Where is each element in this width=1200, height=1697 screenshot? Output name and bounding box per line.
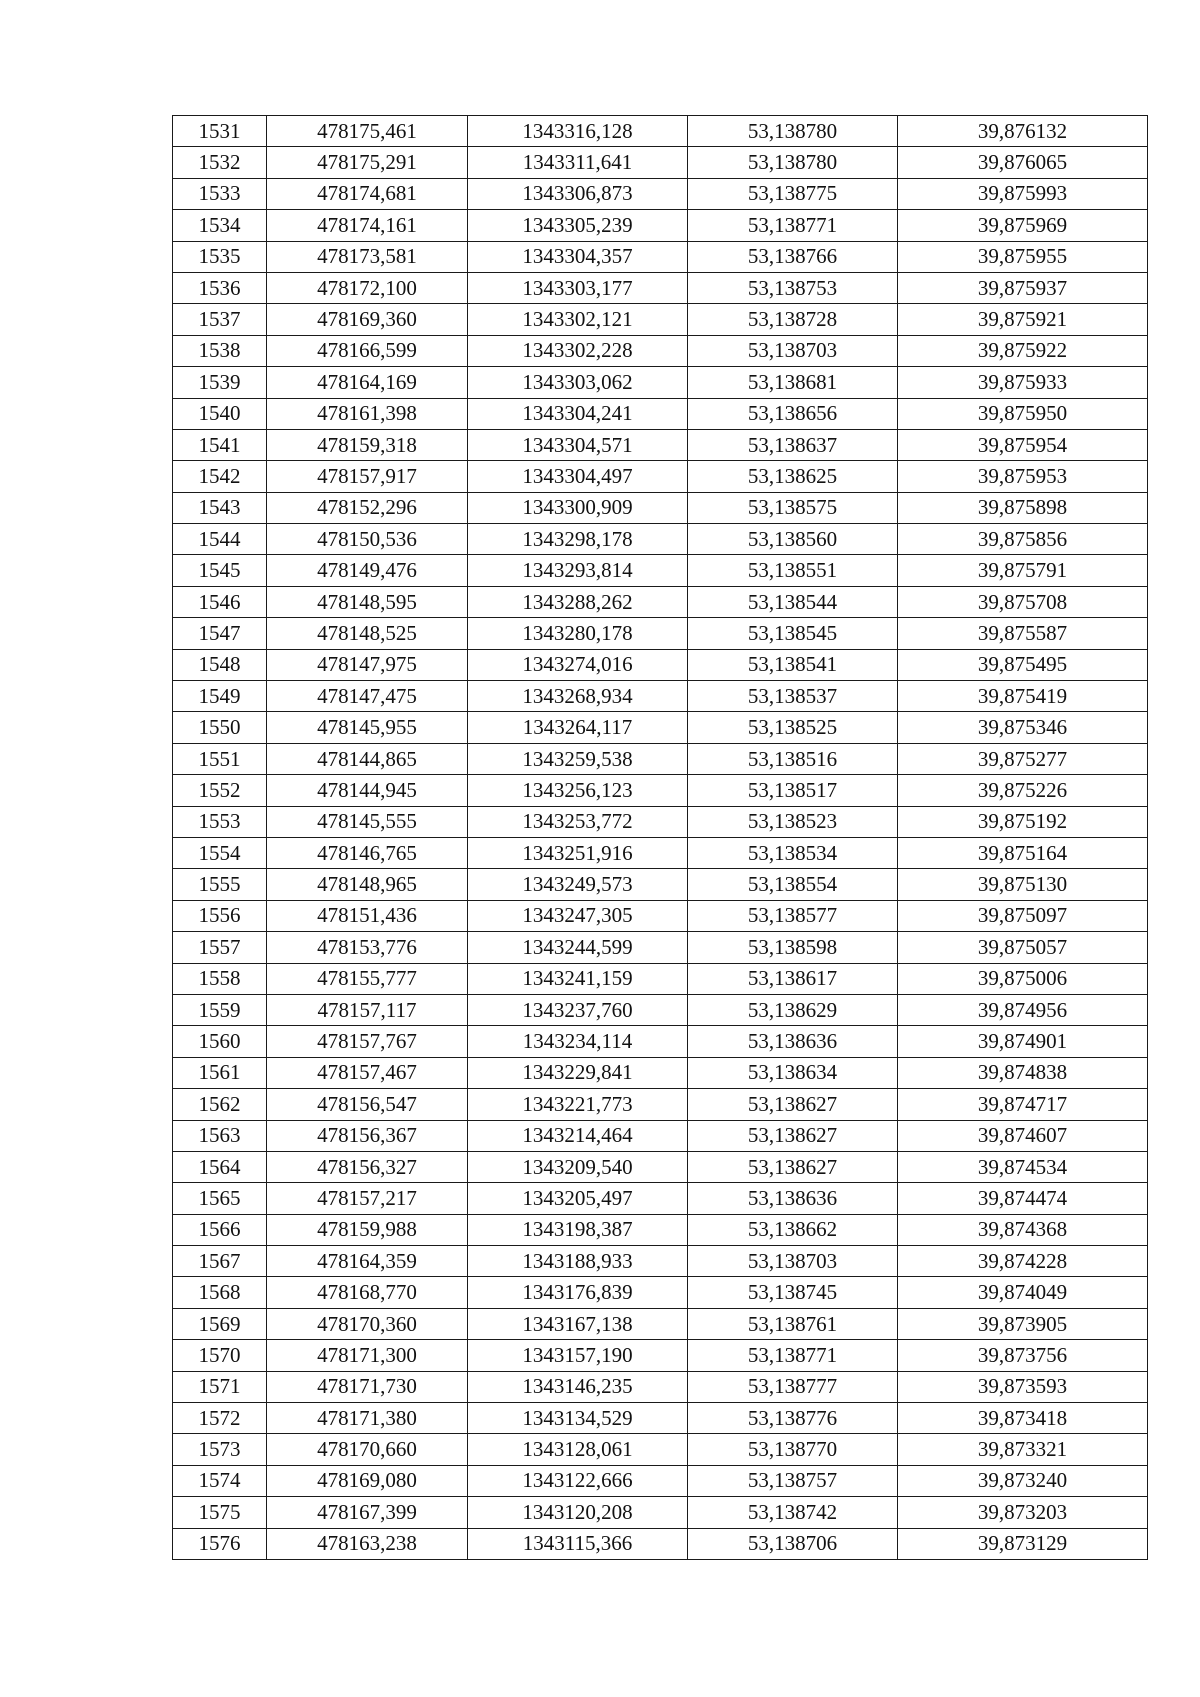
longitude-cell: 39,875954 — [898, 429, 1148, 460]
x-coordinate-cell: 478145,555 — [267, 806, 468, 837]
table-row — [173, 116, 1148, 147]
longitude-cell: 39,873129 — [898, 1528, 1148, 1559]
longitude-cell: 39,874534 — [898, 1151, 1148, 1182]
x-coordinate-cell: 478153,776 — [267, 932, 468, 963]
y-coordinate-cell: 1343268,934 — [468, 681, 688, 712]
latitude-cell: 53,138757 — [688, 1465, 898, 1496]
table-row — [173, 304, 1148, 335]
latitude-cell: 53,138780 — [688, 147, 898, 178]
point-number-cell: 1576 — [173, 1528, 267, 1559]
latitude-cell: 53,138537 — [688, 681, 898, 712]
latitude-cell: 53,138753 — [688, 272, 898, 303]
point-number-cell: 1539 — [173, 367, 267, 398]
longitude-cell: 39,875006 — [898, 963, 1148, 994]
latitude-cell: 53,138541 — [688, 649, 898, 680]
x-coordinate-cell: 478156,327 — [267, 1151, 468, 1182]
latitude-cell: 53,138742 — [688, 1497, 898, 1528]
longitude-cell: 39,875953 — [898, 461, 1148, 492]
point-number-cell: 1555 — [173, 869, 267, 900]
point-number-cell: 1569 — [173, 1308, 267, 1339]
latitude-cell: 53,138545 — [688, 618, 898, 649]
y-coordinate-cell: 1343146,235 — [468, 1371, 688, 1402]
table-row — [173, 1371, 1148, 1402]
point-number-cell: 1551 — [173, 743, 267, 774]
y-coordinate-cell: 1343234,114 — [468, 1026, 688, 1057]
table-row — [173, 555, 1148, 586]
y-coordinate-cell: 1343122,666 — [468, 1465, 688, 1496]
point-number-cell: 1575 — [173, 1497, 267, 1528]
table-row — [173, 586, 1148, 617]
table-row — [173, 335, 1148, 366]
longitude-cell: 39,874228 — [898, 1246, 1148, 1277]
table-row — [173, 681, 1148, 712]
x-coordinate-cell: 478171,300 — [267, 1340, 468, 1371]
point-number-cell: 1531 — [173, 116, 267, 147]
latitude-cell: 53,138777 — [688, 1371, 898, 1402]
x-coordinate-cell: 478171,730 — [267, 1371, 468, 1402]
point-number-cell: 1570 — [173, 1340, 267, 1371]
latitude-cell: 53,138776 — [688, 1403, 898, 1434]
latitude-cell: 53,138636 — [688, 1026, 898, 1057]
point-number-cell: 1567 — [173, 1246, 267, 1277]
x-coordinate-cell: 478157,217 — [267, 1183, 468, 1214]
table-row — [173, 649, 1148, 680]
table-row — [173, 492, 1148, 523]
latitude-cell: 53,138761 — [688, 1308, 898, 1339]
table-row — [173, 1026, 1148, 1057]
longitude-cell: 39,874956 — [898, 994, 1148, 1025]
latitude-cell: 53,138728 — [688, 304, 898, 335]
y-coordinate-cell: 1343305,239 — [468, 210, 688, 241]
x-coordinate-cell: 478157,467 — [267, 1057, 468, 1088]
latitude-cell: 53,138745 — [688, 1277, 898, 1308]
y-coordinate-cell: 1343274,016 — [468, 649, 688, 680]
table-row — [173, 806, 1148, 837]
table-row — [173, 1308, 1148, 1339]
longitude-cell: 39,875277 — [898, 743, 1148, 774]
latitude-cell: 53,138627 — [688, 1089, 898, 1120]
y-coordinate-cell: 1343288,262 — [468, 586, 688, 617]
table-row — [173, 618, 1148, 649]
y-coordinate-cell: 1343304,571 — [468, 429, 688, 460]
latitude-cell: 53,138766 — [688, 241, 898, 272]
x-coordinate-cell: 478152,296 — [267, 492, 468, 523]
y-coordinate-cell: 1343221,773 — [468, 1089, 688, 1120]
x-coordinate-cell: 478171,380 — [267, 1403, 468, 1434]
point-number-cell: 1537 — [173, 304, 267, 335]
longitude-cell: 39,875898 — [898, 492, 1148, 523]
point-number-cell: 1558 — [173, 963, 267, 994]
point-number-cell: 1542 — [173, 461, 267, 492]
y-coordinate-cell: 1343247,305 — [468, 900, 688, 931]
y-coordinate-cell: 1343209,540 — [468, 1151, 688, 1182]
point-number-cell: 1572 — [173, 1403, 267, 1434]
longitude-cell: 39,875856 — [898, 524, 1148, 555]
latitude-cell: 53,138771 — [688, 210, 898, 241]
x-coordinate-cell: 478172,100 — [267, 272, 468, 303]
longitude-cell: 39,875993 — [898, 178, 1148, 209]
point-number-cell: 1552 — [173, 775, 267, 806]
table-row — [173, 994, 1148, 1025]
latitude-cell: 53,138637 — [688, 429, 898, 460]
y-coordinate-cell: 1343306,873 — [468, 178, 688, 209]
point-number-cell: 1541 — [173, 429, 267, 460]
latitude-cell: 53,138703 — [688, 1246, 898, 1277]
y-coordinate-cell: 1343115,366 — [468, 1528, 688, 1559]
y-coordinate-cell: 1343229,841 — [468, 1057, 688, 1088]
x-coordinate-cell: 478157,117 — [267, 994, 468, 1025]
point-number-cell: 1560 — [173, 1026, 267, 1057]
latitude-cell: 53,138681 — [688, 367, 898, 398]
longitude-cell: 39,875921 — [898, 304, 1148, 335]
latitude-cell: 53,138636 — [688, 1183, 898, 1214]
y-coordinate-cell: 1343214,464 — [468, 1120, 688, 1151]
latitude-cell: 53,138523 — [688, 806, 898, 837]
longitude-cell: 39,875130 — [898, 869, 1148, 900]
latitude-cell: 53,138560 — [688, 524, 898, 555]
x-coordinate-cell: 478175,291 — [267, 147, 468, 178]
table-row — [173, 147, 1148, 178]
latitude-cell: 53,138656 — [688, 398, 898, 429]
longitude-cell: 39,873905 — [898, 1308, 1148, 1339]
y-coordinate-cell: 1343167,138 — [468, 1308, 688, 1339]
longitude-cell: 39,875097 — [898, 900, 1148, 931]
point-number-cell: 1553 — [173, 806, 267, 837]
x-coordinate-cell: 478145,955 — [267, 712, 468, 743]
point-number-cell: 1573 — [173, 1434, 267, 1465]
x-coordinate-cell: 478164,359 — [267, 1246, 468, 1277]
table-row — [173, 1214, 1148, 1245]
x-coordinate-cell: 478169,360 — [267, 304, 468, 335]
latitude-cell: 53,138780 — [688, 116, 898, 147]
longitude-cell: 39,876132 — [898, 116, 1148, 147]
y-coordinate-cell: 1343198,387 — [468, 1214, 688, 1245]
y-coordinate-cell: 1343300,909 — [468, 492, 688, 523]
y-coordinate-cell: 1343128,061 — [468, 1434, 688, 1465]
table-row — [173, 869, 1148, 900]
table-row — [173, 1057, 1148, 1088]
x-coordinate-cell: 478163,238 — [267, 1528, 468, 1559]
longitude-cell: 39,874901 — [898, 1026, 1148, 1057]
table-row — [173, 837, 1148, 868]
table-row — [173, 178, 1148, 209]
point-number-cell: 1559 — [173, 994, 267, 1025]
longitude-cell: 39,875922 — [898, 335, 1148, 366]
x-coordinate-cell: 478151,436 — [267, 900, 468, 931]
point-number-cell: 1565 — [173, 1183, 267, 1214]
point-number-cell: 1533 — [173, 178, 267, 209]
y-coordinate-cell: 1343304,357 — [468, 241, 688, 272]
table-row — [173, 743, 1148, 774]
y-coordinate-cell: 1343244,599 — [468, 932, 688, 963]
point-number-cell: 1557 — [173, 932, 267, 963]
table-row — [173, 1497, 1148, 1528]
point-number-cell: 1562 — [173, 1089, 267, 1120]
table-row — [173, 241, 1148, 272]
point-number-cell: 1546 — [173, 586, 267, 617]
longitude-cell: 39,875164 — [898, 837, 1148, 868]
latitude-cell: 53,138703 — [688, 335, 898, 366]
longitude-cell: 39,873203 — [898, 1497, 1148, 1528]
latitude-cell: 53,138629 — [688, 994, 898, 1025]
longitude-cell: 39,874717 — [898, 1089, 1148, 1120]
x-coordinate-cell: 478149,476 — [267, 555, 468, 586]
point-number-cell: 1544 — [173, 524, 267, 555]
point-number-cell: 1574 — [173, 1465, 267, 1496]
point-number-cell: 1538 — [173, 335, 267, 366]
latitude-cell: 53,138544 — [688, 586, 898, 617]
x-coordinate-cell: 478173,581 — [267, 241, 468, 272]
point-number-cell: 1534 — [173, 210, 267, 241]
y-coordinate-cell: 1343205,497 — [468, 1183, 688, 1214]
table-row — [173, 461, 1148, 492]
y-coordinate-cell: 1343302,121 — [468, 304, 688, 335]
longitude-cell: 39,875955 — [898, 241, 1148, 272]
point-number-cell: 1571 — [173, 1371, 267, 1402]
x-coordinate-cell: 478170,660 — [267, 1434, 468, 1465]
latitude-cell: 53,138771 — [688, 1340, 898, 1371]
longitude-cell: 39,874838 — [898, 1057, 1148, 1088]
point-number-cell: 1548 — [173, 649, 267, 680]
x-coordinate-cell: 478168,770 — [267, 1277, 468, 1308]
point-number-cell: 1545 — [173, 555, 267, 586]
table-row — [173, 1403, 1148, 1434]
longitude-cell: 39,875708 — [898, 586, 1148, 617]
x-coordinate-cell: 478157,917 — [267, 461, 468, 492]
y-coordinate-cell: 1343251,916 — [468, 837, 688, 868]
x-coordinate-cell: 478148,965 — [267, 869, 468, 900]
x-coordinate-cell: 478175,461 — [267, 116, 468, 147]
point-number-cell: 1564 — [173, 1151, 267, 1182]
latitude-cell: 53,138551 — [688, 555, 898, 586]
x-coordinate-cell: 478167,399 — [267, 1497, 468, 1528]
longitude-cell: 39,875969 — [898, 210, 1148, 241]
table-row — [173, 932, 1148, 963]
x-coordinate-cell: 478159,318 — [267, 429, 468, 460]
latitude-cell: 53,138634 — [688, 1057, 898, 1088]
longitude-cell: 39,875419 — [898, 681, 1148, 712]
longitude-cell: 39,875226 — [898, 775, 1148, 806]
latitude-cell: 53,138517 — [688, 775, 898, 806]
longitude-cell: 39,874368 — [898, 1214, 1148, 1245]
y-coordinate-cell: 1343259,538 — [468, 743, 688, 774]
x-coordinate-cell: 478166,599 — [267, 335, 468, 366]
longitude-cell: 39,874049 — [898, 1277, 1148, 1308]
longitude-cell: 39,875346 — [898, 712, 1148, 743]
y-coordinate-cell: 1343303,177 — [468, 272, 688, 303]
y-coordinate-cell: 1343120,208 — [468, 1497, 688, 1528]
point-number-cell: 1568 — [173, 1277, 267, 1308]
longitude-cell: 39,874474 — [898, 1183, 1148, 1214]
point-number-cell: 1550 — [173, 712, 267, 743]
latitude-cell: 53,138534 — [688, 837, 898, 868]
point-number-cell: 1566 — [173, 1214, 267, 1245]
x-coordinate-cell: 478148,525 — [267, 618, 468, 649]
table-row — [173, 1089, 1148, 1120]
longitude-cell: 39,873321 — [898, 1434, 1148, 1465]
point-number-cell: 1563 — [173, 1120, 267, 1151]
y-coordinate-cell: 1343311,641 — [468, 147, 688, 178]
y-coordinate-cell: 1343241,159 — [468, 963, 688, 994]
x-coordinate-cell: 478174,161 — [267, 210, 468, 241]
latitude-cell: 53,138575 — [688, 492, 898, 523]
y-coordinate-cell: 1343304,497 — [468, 461, 688, 492]
latitude-cell: 53,138627 — [688, 1151, 898, 1182]
table-row — [173, 1120, 1148, 1151]
x-coordinate-cell: 478161,398 — [267, 398, 468, 429]
y-coordinate-cell: 1343304,241 — [468, 398, 688, 429]
point-number-cell: 1536 — [173, 272, 267, 303]
latitude-cell: 53,138775 — [688, 178, 898, 209]
x-coordinate-cell: 478155,777 — [267, 963, 468, 994]
longitude-cell: 39,873593 — [898, 1371, 1148, 1402]
table-row — [173, 1528, 1148, 1559]
y-coordinate-cell: 1343302,228 — [468, 335, 688, 366]
y-coordinate-cell: 1343264,117 — [468, 712, 688, 743]
latitude-cell: 53,138525 — [688, 712, 898, 743]
x-coordinate-cell: 478170,360 — [267, 1308, 468, 1339]
x-coordinate-cell: 478156,547 — [267, 1089, 468, 1120]
latitude-cell: 53,138577 — [688, 900, 898, 931]
table-row — [173, 1434, 1148, 1465]
longitude-cell: 39,876065 — [898, 147, 1148, 178]
x-coordinate-cell: 478147,475 — [267, 681, 468, 712]
y-coordinate-cell: 1343298,178 — [468, 524, 688, 555]
table-row — [173, 398, 1148, 429]
x-coordinate-cell: 478156,367 — [267, 1120, 468, 1151]
coordinates-table-body — [173, 116, 1148, 1560]
longitude-cell: 39,875192 — [898, 806, 1148, 837]
table-row — [173, 1340, 1148, 1371]
y-coordinate-cell: 1343188,933 — [468, 1246, 688, 1277]
y-coordinate-cell: 1343237,760 — [468, 994, 688, 1025]
x-coordinate-cell: 478144,865 — [267, 743, 468, 774]
latitude-cell: 53,138598 — [688, 932, 898, 963]
latitude-cell: 53,138627 — [688, 1120, 898, 1151]
latitude-cell: 53,138770 — [688, 1434, 898, 1465]
x-coordinate-cell: 478148,595 — [267, 586, 468, 617]
latitude-cell: 53,138554 — [688, 869, 898, 900]
latitude-cell: 53,138625 — [688, 461, 898, 492]
y-coordinate-cell: 1343293,814 — [468, 555, 688, 586]
longitude-cell: 39,875057 — [898, 932, 1148, 963]
point-number-cell: 1543 — [173, 492, 267, 523]
y-coordinate-cell: 1343249,573 — [468, 869, 688, 900]
point-number-cell: 1561 — [173, 1057, 267, 1088]
table-row — [173, 272, 1148, 303]
x-coordinate-cell: 478147,975 — [267, 649, 468, 680]
x-coordinate-cell: 478157,767 — [267, 1026, 468, 1057]
table-row — [173, 712, 1148, 743]
point-number-cell: 1535 — [173, 241, 267, 272]
table-row — [173, 1151, 1148, 1182]
table-row — [173, 1183, 1148, 1214]
table-row — [173, 900, 1148, 931]
y-coordinate-cell: 1343253,772 — [468, 806, 688, 837]
point-number-cell: 1556 — [173, 900, 267, 931]
y-coordinate-cell: 1343316,128 — [468, 116, 688, 147]
table-row — [173, 1277, 1148, 1308]
x-coordinate-cell: 478174,681 — [267, 178, 468, 209]
y-coordinate-cell: 1343256,123 — [468, 775, 688, 806]
x-coordinate-cell: 478164,169 — [267, 367, 468, 398]
longitude-cell: 39,875937 — [898, 272, 1148, 303]
x-coordinate-cell: 478144,945 — [267, 775, 468, 806]
longitude-cell: 39,875587 — [898, 618, 1148, 649]
table-row — [173, 1246, 1148, 1277]
longitude-cell: 39,875950 — [898, 398, 1148, 429]
table-row — [173, 524, 1148, 555]
point-number-cell: 1554 — [173, 837, 267, 868]
latitude-cell: 53,138516 — [688, 743, 898, 774]
y-coordinate-cell: 1343303,062 — [468, 367, 688, 398]
x-coordinate-cell: 478159,988 — [267, 1214, 468, 1245]
latitude-cell: 53,138662 — [688, 1214, 898, 1245]
table-row — [173, 775, 1148, 806]
table-row — [173, 367, 1148, 398]
y-coordinate-cell: 1343157,190 — [468, 1340, 688, 1371]
x-coordinate-cell: 478169,080 — [267, 1465, 468, 1496]
point-number-cell: 1540 — [173, 398, 267, 429]
coordinates-table — [172, 115, 1148, 1560]
longitude-cell: 39,875791 — [898, 555, 1148, 586]
longitude-cell: 39,875933 — [898, 367, 1148, 398]
point-number-cell: 1549 — [173, 681, 267, 712]
point-number-cell: 1532 — [173, 147, 267, 178]
y-coordinate-cell: 1343280,178 — [468, 618, 688, 649]
latitude-cell: 53,138617 — [688, 963, 898, 994]
longitude-cell: 39,873240 — [898, 1465, 1148, 1496]
x-coordinate-cell: 478150,536 — [267, 524, 468, 555]
y-coordinate-cell: 1343134,529 — [468, 1403, 688, 1434]
longitude-cell: 39,874607 — [898, 1120, 1148, 1151]
table-row — [173, 1465, 1148, 1496]
longitude-cell: 39,875495 — [898, 649, 1148, 680]
table-row — [173, 210, 1148, 241]
latitude-cell: 53,138706 — [688, 1528, 898, 1559]
table-row — [173, 963, 1148, 994]
longitude-cell: 39,873418 — [898, 1403, 1148, 1434]
point-number-cell: 1547 — [173, 618, 267, 649]
x-coordinate-cell: 478146,765 — [267, 837, 468, 868]
table-row — [173, 429, 1148, 460]
y-coordinate-cell: 1343176,839 — [468, 1277, 688, 1308]
longitude-cell: 39,873756 — [898, 1340, 1148, 1371]
